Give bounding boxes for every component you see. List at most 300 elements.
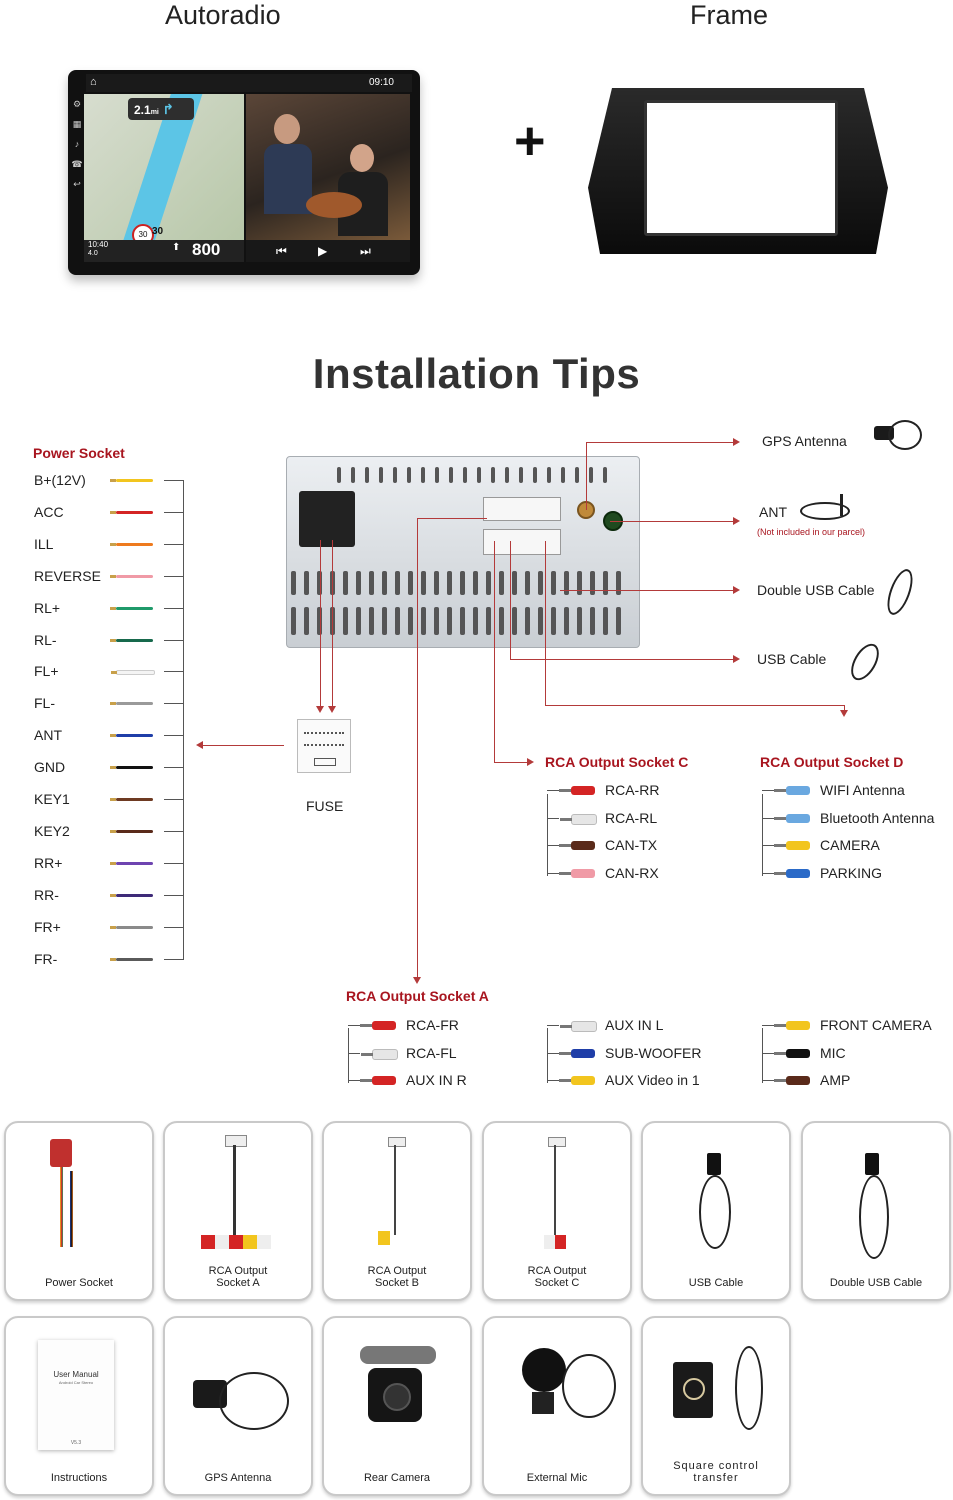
socket-c-line-v [494,541,495,763]
arrow-down-icon [328,706,336,713]
vent-slot [369,571,374,595]
control-dial-icon [683,1378,705,1400]
gps-line-h [586,442,734,443]
usb-cable-icon [848,638,882,684]
card-rear-camera-label: Rear Camera [363,1472,431,1484]
power-wire [116,575,153,578]
power-wire [116,702,153,705]
rca-port-upper [483,497,561,521]
vent-slot [343,607,348,635]
card-gps [163,1316,313,1496]
frame-heading: Frame [690,0,769,30]
vent-slot [551,571,556,595]
vent-slot [589,467,593,483]
power-wire [116,926,153,929]
remaining-distance: 800 [192,240,221,259]
power-wire-tick [164,831,183,832]
vent-slot [343,571,348,595]
gps-line-v [586,442,587,510]
rca-connector [786,1076,810,1085]
vent-slot [538,571,543,595]
card-rca-a [163,1121,313,1301]
arrow-right-icon [733,655,740,663]
next-track-icon[interactable]: ⏭ [360,244,371,258]
vent-slot [395,607,400,635]
card-rca-b-label-1: RCA Output [367,1265,427,1277]
card-rca-c-label-2: Socket C [534,1277,580,1289]
camera-body [368,1368,422,1422]
vent-slot [365,467,369,483]
power-wire-tick [164,735,183,736]
video-pane [246,94,410,240]
rca-label: AUX Video in 1 [605,1072,700,1088]
vent-slot [551,607,556,635]
rca-tick [547,1025,559,1026]
rca-tick [762,873,774,874]
rca-connector [786,841,810,850]
power-wire-label: RL- [34,631,57,648]
power-wire [116,862,153,865]
rca-connector [571,841,595,850]
card-rear-camera [322,1316,472,1496]
power-wire [116,830,153,833]
vent-slot [407,467,411,483]
double-usb-coil [859,1175,889,1259]
card-rca-c-label-1: RCA Output [527,1265,587,1277]
vent-slot [379,467,383,483]
rca-tick [547,845,559,846]
rca-connector [786,1049,810,1058]
socket-d-line-h [545,705,845,706]
rca-connector [571,1049,595,1058]
arrow-right-icon [527,758,534,766]
autoradio-heading: Autoradio [165,0,281,30]
vent-slot [499,571,504,595]
rca-a-connectors [201,1235,271,1249]
socket-a-line-v [417,518,418,978]
double-usb-label: Double USB Cable [757,582,875,598]
rca-a-plug [225,1135,247,1147]
power-wire-label: ILL [34,535,54,552]
play-icon[interactable]: ▶ [318,244,328,258]
socket-d-bracket [762,794,763,876]
power-wire [116,670,155,675]
vent-slot [434,571,439,595]
rca-tick [762,818,774,819]
rca-label: CAMERA [820,837,880,853]
rca-connector [372,1049,398,1060]
vent-slot [491,467,495,483]
double-usb-plug [865,1153,879,1175]
rca-tick [762,790,774,791]
prev-track-icon[interactable]: ⏮ [276,244,287,258]
power-socket-title: Power Socket [33,445,125,461]
power-wire-tick [164,895,183,896]
power-harness-wires-2 [70,1171,73,1247]
vent-slot [486,607,491,635]
card-instructions [4,1316,154,1496]
rca-connector [571,869,595,878]
power-wire-label: RR- [34,886,59,903]
mic-cable [562,1354,616,1418]
power-connector-port [299,491,355,547]
card-rca-c [482,1121,632,1301]
vent-slot [486,571,491,595]
card-rca-a-label-2: Socket A [216,1277,260,1289]
card-rca-a-label-1: RCA Output [208,1265,268,1277]
socket-c-bracket [547,794,548,876]
nav-distance-unit: mi [150,109,159,116]
back-icon: ↩ [73,179,81,189]
usb-plug [707,1153,721,1175]
ant-label: ANT [759,504,787,520]
vent-slot [356,571,361,595]
power-wire-tick [164,544,183,545]
rca-label: CAN-RX [605,864,659,881]
usb-coil [699,1175,731,1249]
manual-version: V5.3 [70,1440,82,1446]
vent-slot [577,571,582,595]
socket-d-title: RCA Output Socket D [760,754,904,770]
vent-slot [533,467,537,483]
vent-slot [421,571,426,595]
vent-slot [395,571,400,595]
gps-cable-loop [219,1372,289,1430]
vent-slot [382,571,387,595]
rca-b-cable [394,1145,396,1235]
rca-connector [372,1021,396,1030]
arrow-right-icon [733,438,740,446]
vent-slot [505,467,509,483]
rca-label: RCA-RL [605,809,658,826]
arrow-down-icon [316,706,324,713]
map-pane [84,94,244,244]
vent-slot [603,607,608,635]
speed-limit: 30 [132,224,154,244]
arrow-left-icon [196,741,203,749]
music-icon: ♪ [74,139,80,149]
power-wire-label: B+(12V) [34,472,86,488]
card-square-label-1: Square control [673,1460,759,1472]
side-rail [70,94,84,244]
power-wire-tick [164,671,183,672]
card-square-label-2: transfer [693,1472,739,1484]
power-wire-tick [164,799,183,800]
nav-distance: 2.1 [134,103,151,117]
vent-slot [473,607,478,635]
control-cable [735,1346,763,1430]
vent-slot [616,571,621,595]
power-wire [116,894,153,897]
vent-slot [304,571,309,595]
fuse-pins-top [304,732,344,734]
power-harness-plug [50,1139,72,1167]
nav-info-bar [84,240,244,262]
rca-connector [571,1021,597,1032]
manual-title: User Manual [53,1370,99,1379]
vent-slot [408,571,413,595]
power-wire-tick [164,576,183,577]
vent-slot [435,467,439,483]
nav-distance-badge [128,98,194,120]
rca-tick [348,1080,360,1081]
vent-slot [590,571,595,595]
vent-slot [421,607,426,635]
manual-subtitle: Android Car Stereo [58,1380,94,1385]
vent-slot [408,607,413,635]
vent-slot [538,607,543,635]
autoradio-device [68,70,420,275]
vent-slot [564,571,569,595]
apps-icon: ▦ [72,119,82,129]
vent-slot [564,607,569,635]
power-wire-label: FL- [34,695,55,712]
power-wire-label: GND [34,759,66,776]
power-wire-tick [164,863,183,864]
power-wire [116,479,153,482]
settings-icon: ⚙ [72,99,82,109]
power-wire [116,798,153,801]
vent-slot [575,467,579,483]
mic-head-icon [522,1348,566,1392]
vent-slot [304,607,309,635]
power-wire-tick [164,640,183,641]
vent-slot [421,467,425,483]
power-wire-tick [164,703,183,704]
vent-slot [460,571,465,595]
vent-slot [291,571,296,595]
rca-c-plug [548,1137,566,1147]
power-wire [116,958,153,961]
double-usb-line [560,590,734,591]
vent-slot [447,607,452,635]
vent-slot [351,467,355,483]
manual-booklet [38,1340,114,1450]
vent-slot [447,571,452,595]
socket-a-title: RCA Output Socket A [346,988,489,1004]
ant-line [610,521,734,522]
vent-slot [449,467,453,483]
rca-c-connectors [544,1235,566,1249]
media-controls [246,240,410,262]
fuse-label: FUSE [306,798,344,814]
fuse-to-power-line [202,745,284,746]
vent-slot [499,607,504,635]
power-wire-label: KEY2 [34,822,70,839]
rca-b-plug [388,1137,406,1147]
double-usb-icon [886,566,912,616]
card-power-socket [4,1121,154,1301]
rca-label: AMP [820,1072,851,1088]
fuse-pins-bottom [304,744,344,746]
rca-label: MIC [820,1044,846,1061]
rca-label: PARKING [820,864,882,881]
socket-a-line-h [417,518,487,519]
card-rca-b [322,1121,472,1301]
vent-slot [525,607,530,635]
power-wire-tick [164,767,183,768]
turn-arrow-icon: ↱ [162,101,174,117]
vent-slot [460,607,465,635]
power-wire [116,607,153,610]
socket-c-line-h [494,762,528,763]
card-rca-c-label [484,1265,630,1289]
plus-sign: + [514,111,546,171]
usb-line-v [510,541,511,660]
card-square-control [641,1316,791,1496]
nav-clock-sub: 4.0 [88,250,98,257]
card-square-control-label [643,1460,789,1484]
card-rca-b-label-2: Socket B [374,1277,420,1289]
camera-mount [360,1346,436,1364]
power-wire-tick [164,608,183,609]
power-wire-tick [164,927,183,928]
person-figure-1 [274,114,300,144]
nav-clock: 10:40 [88,240,109,249]
rca-tick [762,845,774,846]
status-time: 09:10 [368,77,394,88]
vent-slot [291,607,296,635]
power-bracket [183,480,184,960]
power-wire-tick [164,512,183,513]
card-usb [641,1121,791,1301]
card-rca-a-label [165,1265,311,1289]
vent-slot [577,607,582,635]
rca-label: AUX IN L [605,1017,664,1033]
rca-tick [348,1025,360,1026]
vent-slot [512,571,517,595]
control-box [673,1362,713,1418]
power-wire-label: ACC [34,503,64,520]
vent-slot [603,571,608,595]
mic-clip [532,1392,554,1414]
status-bar [86,74,412,92]
rca-tick [762,1053,774,1054]
power-wire-label: RL+ [34,599,61,616]
home-icon: ⌂ [90,76,97,88]
rca-label: Bluetooth Antenna [820,809,935,826]
vent-slot [525,571,530,595]
rca-label: CAN-TX [605,837,658,853]
socket-a-bracket-2 [547,1028,548,1083]
fuse-line-1 [320,540,321,708]
rca-tick [547,1080,559,1081]
power-wire-label: FR- [34,950,58,967]
socket-c-title: RCA Output Socket C [545,754,689,770]
vent-slot [603,467,607,483]
fuse-element [314,758,336,766]
rca-tick [547,873,559,874]
rca-b-connector-yellow [378,1231,390,1245]
vent-slot [382,607,387,635]
vent-slot [519,467,523,483]
ant-cable-icon [800,494,852,524]
power-wire-label: ANT [34,727,62,744]
card-mic [482,1316,632,1496]
rca-label: RCA-FR [406,1017,459,1033]
gps-antenna-label: GPS Antenna [762,433,847,449]
camera-lens-icon [383,1383,411,1411]
rca-label: FRONT CAMERA [820,1017,932,1033]
card-rca-b-label [324,1265,470,1289]
vent-slot [616,607,621,635]
rca-label: WIFI Antenna [820,782,905,798]
ant-note: (Not included in our parcel) [757,527,866,537]
power-harness-wires [60,1167,63,1247]
vent-slot [512,607,517,635]
rca-connector [571,786,595,795]
arrow-down-icon [413,977,421,984]
rca-connector [786,814,810,823]
power-wire [116,766,153,769]
socket-a-bracket-1 [348,1028,349,1083]
vent-slot [434,607,439,635]
rca-label: SUB-WOOFER [605,1044,702,1061]
power-wire-label: RR+ [34,854,63,871]
card-mic-label: External Mic [526,1472,588,1484]
socket-a-bracket-3 [762,1028,763,1083]
card-double-usb [801,1121,951,1301]
gps-antenna-icon [872,418,924,454]
rca-connector [372,1076,396,1085]
power-wire [116,734,153,737]
current-speed: 30 [152,226,164,237]
vent-slot [547,467,551,483]
arrow-right-icon [733,517,740,525]
vent-slot [473,571,478,595]
fuse-box [297,719,351,773]
rca-tick [547,790,559,791]
rca-connector [786,869,810,878]
rca-tick [762,1080,774,1081]
up-arrow-icon: ⬆ [172,242,181,253]
guitar-shape [306,192,362,218]
usb-line-h [510,659,734,660]
power-wire-label: KEY1 [34,791,70,807]
card-power-socket-label: Power Socket [45,1277,113,1289]
rca-connector [571,1076,595,1085]
card-double-usb-label: Double USB Cable [829,1277,923,1289]
page-title: Installation Tips [312,350,641,397]
power-wire-label: FR+ [34,918,61,935]
power-wire [116,543,153,546]
rca-tick [762,1025,774,1026]
rca-connector [786,786,810,795]
vent-slot [356,607,361,635]
rca-tick [547,818,559,819]
rca-connector [786,1021,810,1030]
power-wire-label: REVERSE [34,567,101,584]
phone-icon: ☎ [71,159,83,169]
vent-slot [477,467,481,483]
vent-slot [590,607,595,635]
power-wire [116,511,153,514]
arrow-right-icon [733,586,740,594]
rca-tick [348,1053,360,1054]
vent-slot [369,607,374,635]
power-wire-tick [164,959,183,960]
power-wire-tick [164,480,183,481]
vent-slot [393,467,397,483]
vent-slot [561,467,565,483]
person-body-1 [264,144,312,214]
fuse-line-2 [332,540,333,708]
frame-opening [644,100,838,236]
power-wire-label: FL+ [34,663,59,680]
socket-d-line-v [545,541,546,706]
rca-tick [547,1053,559,1054]
rca-label: RCA-RR [605,782,660,798]
